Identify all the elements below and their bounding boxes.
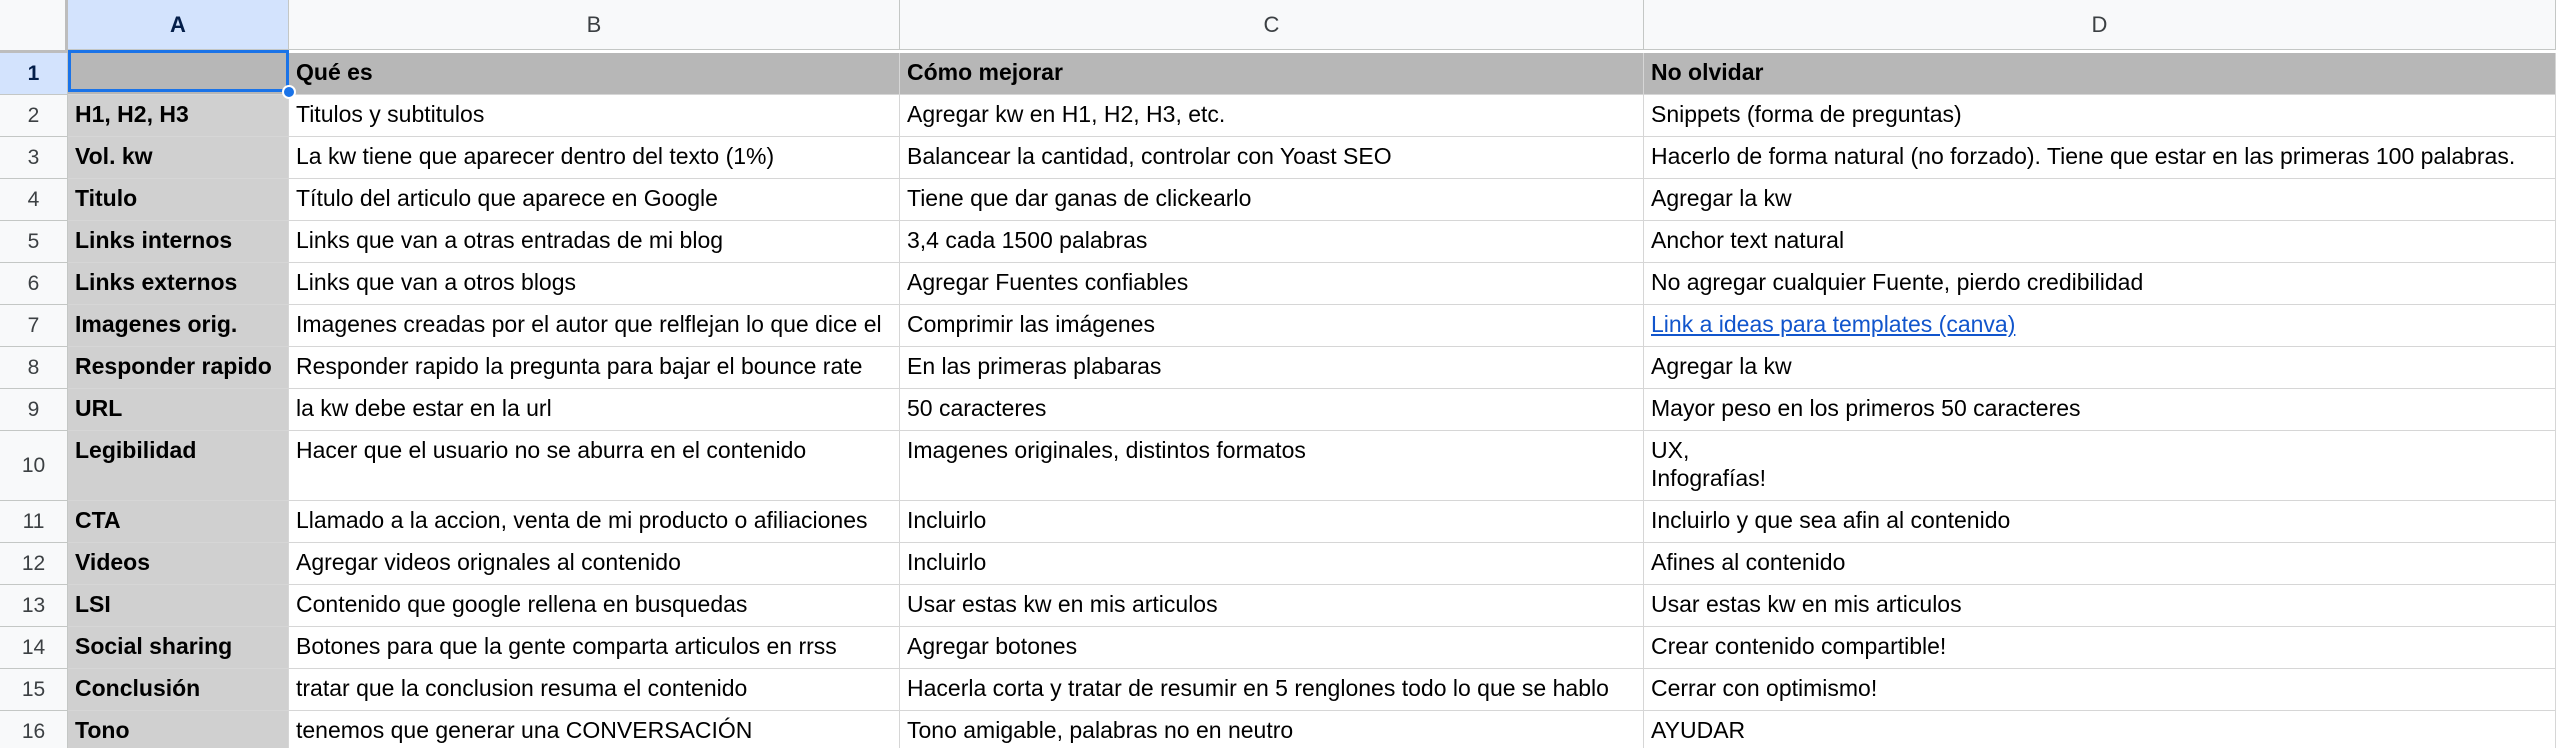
row-header-8[interactable]: 8 (0, 347, 68, 389)
table-cell[interactable]: Links que van a otros blogs (289, 263, 900, 305)
table-cell[interactable]: Comprimir las imágenes (900, 305, 1644, 347)
table-cell[interactable]: En las primeras plabaras (900, 347, 1644, 389)
select-all-corner[interactable] (0, 0, 68, 53)
row-header-1[interactable]: 1 (0, 53, 68, 95)
table-cell[interactable]: Social sharing (68, 627, 289, 669)
table-cell[interactable]: Hacerlo de forma natural (no forzado). Tiene que estar en las primeras 100 palabras. (1644, 137, 2556, 179)
row-header-10[interactable]: 10 (0, 431, 68, 501)
table-cell[interactable]: Cerrar con optimismo! (1644, 669, 2556, 711)
table-cell[interactable]: 50 caracteres (900, 389, 1644, 431)
table-cell[interactable]: Crear contenido compartible! (1644, 627, 2556, 669)
table-cell[interactable]: Incluirlo y que sea afin al contenido (1644, 501, 2556, 543)
table-cell[interactable]: Agregar videos orignales al contenido (289, 543, 900, 585)
table-cell[interactable]: la kw debe estar en la url (289, 389, 900, 431)
table-cell[interactable]: Botones para que la gente comparta articulos en rrss (289, 627, 900, 669)
header-cell-d[interactable]: No olvidar (1644, 53, 2556, 95)
row-header-5[interactable]: 5 (0, 221, 68, 263)
row-header-3[interactable]: 3 (0, 137, 68, 179)
table-cell[interactable]: Conclusión (68, 669, 289, 711)
table-cell[interactable]: AYUDAR (1644, 711, 2556, 748)
table-cell[interactable]: Responder rapido la pregunta para bajar el bounce rate (289, 347, 900, 389)
column-header-a[interactable]: A (68, 0, 289, 50)
table-cell[interactable]: Links externos (68, 263, 289, 305)
table-cell[interactable]: Titulos y subtitulos (289, 95, 900, 137)
header-cell-a[interactable] (68, 53, 289, 95)
row-header-13[interactable]: 13 (0, 585, 68, 627)
table-cell[interactable]: UX, Infografías! (1644, 431, 2556, 501)
row-header-9[interactable]: 9 (0, 389, 68, 431)
table-cell[interactable]: Balancear la cantidad, controlar con Yoast SEO (900, 137, 1644, 179)
column-header-d[interactable]: D (1644, 0, 2556, 50)
table-cell[interactable]: Tono amigable, palabras no en neutro (900, 711, 1644, 748)
column-header-b[interactable]: B (289, 0, 900, 50)
template-ideas-link[interactable]: Link a ideas para templates (canva) (1651, 311, 2016, 337)
table-cell[interactable]: Contenido que google rellena en busquedas (289, 585, 900, 627)
table-cell[interactable]: Agregar botones (900, 627, 1644, 669)
table-cell[interactable]: Responder rapido (68, 347, 289, 389)
table-cell[interactable]: Hacerla corta y tratar de resumir en 5 renglones todo lo que se hablo (900, 669, 1644, 711)
table-cell[interactable]: Llamado a la accion, venta de mi producto o afiliaciones (289, 501, 900, 543)
fill-handle[interactable] (282, 85, 296, 99)
row-header-15[interactable]: 15 (0, 669, 68, 711)
header-cell-b[interactable]: Qué es (289, 53, 900, 95)
table-cell[interactable]: Tono (68, 711, 289, 748)
table-cell[interactable]: tenemos que generar una CONVERSACIÓN (289, 711, 900, 748)
row-header-2[interactable]: 2 (0, 95, 68, 137)
table-cell[interactable]: 3,4 cada 1500 palabras (900, 221, 1644, 263)
table-cell[interactable]: LSI (68, 585, 289, 627)
row-header-4[interactable]: 4 (0, 179, 68, 221)
table-cell[interactable]: URL (68, 389, 289, 431)
table-cell[interactable]: H1, H2, H3 (68, 95, 289, 137)
table-cell[interactable]: Usar estas kw en mis articulos (900, 585, 1644, 627)
column-header-c[interactable]: C (900, 0, 1644, 50)
table-cell[interactable]: CTA (68, 501, 289, 543)
table-cell[interactable]: Imagenes creadas por el autor que relflejan lo que dice el (289, 305, 900, 347)
table-cell[interactable]: Imagenes originales, distintos formatos (900, 431, 1644, 501)
table-cell[interactable]: Links que van a otras entradas de mi blog (289, 221, 900, 263)
table-cell[interactable]: Vol. kw (68, 137, 289, 179)
row-header-11[interactable]: 11 (0, 501, 68, 543)
table-cell[interactable]: Legibilidad (68, 431, 289, 501)
table-cell[interactable]: Incluirlo (900, 543, 1644, 585)
table-cell[interactable]: Hacer que el usuario no se aburra en el contenido (289, 431, 900, 501)
row-header-7[interactable]: 7 (0, 305, 68, 347)
table-cell[interactable]: Usar estas kw en mis articulos (1644, 585, 2556, 627)
table-cell[interactable]: Agregar kw en H1, H2, H3, etc. (900, 95, 1644, 137)
table-cell[interactable]: La kw tiene que aparecer dentro del texto (1%) (289, 137, 900, 179)
table-cell[interactable]: Titulo (68, 179, 289, 221)
row-header-14[interactable]: 14 (0, 627, 68, 669)
row-header-16[interactable]: 16 (0, 711, 68, 748)
table-cell[interactable]: Imagenes orig. (68, 305, 289, 347)
table-cell[interactable] (1644, 305, 2556, 347)
table-cell[interactable]: Videos (68, 543, 289, 585)
table-cell[interactable]: Agregar Fuentes confiables (900, 263, 1644, 305)
table-cell[interactable]: Agregar la kw (1644, 347, 2556, 389)
row-header-12[interactable]: 12 (0, 543, 68, 585)
table-cell[interactable]: Agregar la kw (1644, 179, 2556, 221)
header-cell-c[interactable]: Cómo mejorar (900, 53, 1644, 95)
table-cell[interactable]: Snippets (forma de preguntas) (1644, 95, 2556, 137)
table-cell[interactable]: Mayor peso en los primeros 50 caracteres (1644, 389, 2556, 431)
table-cell[interactable]: tratar que la conclusion resuma el contenido (289, 669, 900, 711)
table-cell[interactable]: Título del articulo que aparece en Google (289, 179, 900, 221)
table-cell[interactable]: Afines al contenido (1644, 543, 2556, 585)
table-cell[interactable]: Links internos (68, 221, 289, 263)
table-cell[interactable]: Anchor text natural (1644, 221, 2556, 263)
row-header-6[interactable]: 6 (0, 263, 68, 305)
table-cell[interactable]: Incluirlo (900, 501, 1644, 543)
table-cell[interactable]: Tiene que dar ganas de clickearlo (900, 179, 1644, 221)
table-cell[interactable]: No agregar cualquier Fuente, pierdo credibilidad (1644, 263, 2556, 305)
